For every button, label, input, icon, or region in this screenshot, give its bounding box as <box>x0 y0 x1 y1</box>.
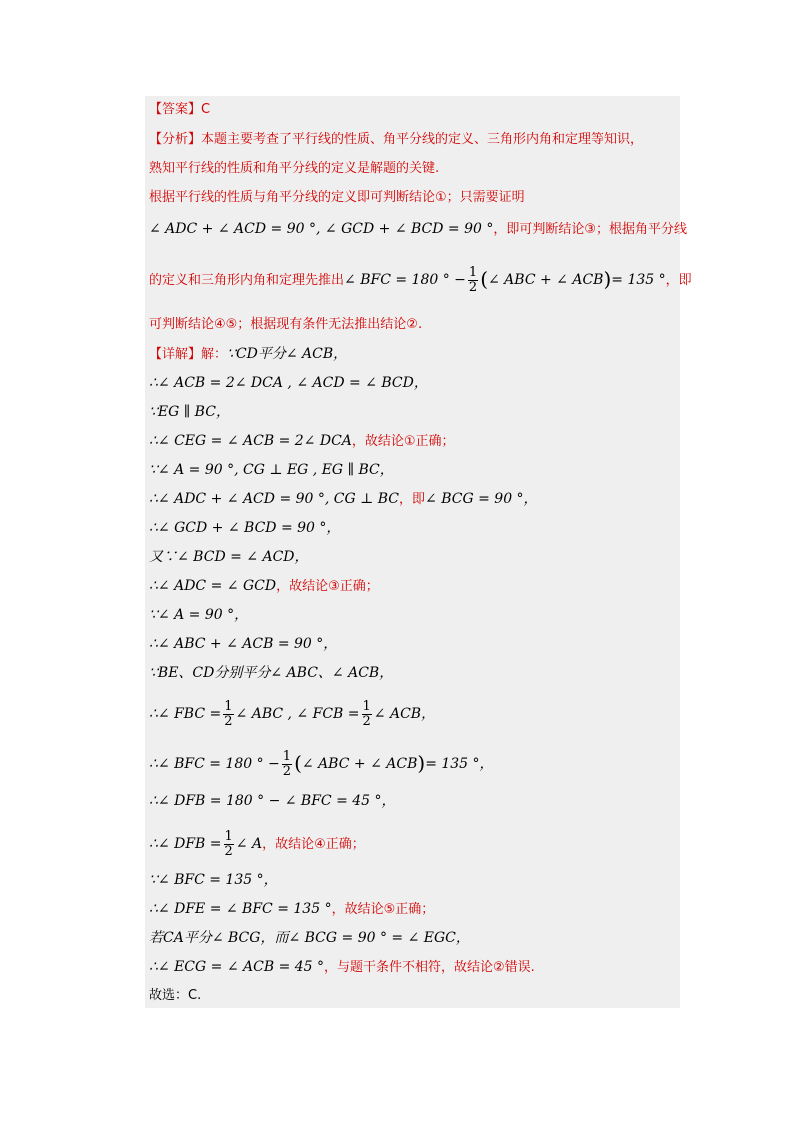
step-6: ∴∠ ADC + ∠ ACD = 90 °, CG ⊥ BC，即∠ BCG = 90 °， <box>149 491 538 507</box>
step-18: ∴∠ DFE = ∠ BFC = 135 °，故结论⑤正确； <box>149 901 435 917</box>
step-10: ∵∠ A = 90 °， <box>149 607 249 623</box>
step-3: ∵EG ∥ BC， <box>149 404 230 420</box>
detail-line-1: 【详解】解：∵CD平分∠ ACB， <box>149 346 348 362</box>
step-20: ∴∠ ECG = ∠ ACB = 45 °，与题干条件不相符，故结论②错误. <box>149 959 535 975</box>
fraction-one-half: $\frac{1}{2}$ <box>224 699 233 729</box>
analysis-line-4: ∠ ADC + ∠ ACD = 90 °, ∠ GCD + ∠ BCD = 90 °，即可判断结论③；根据角平分线 <box>149 221 688 237</box>
analysis-line-1: 【分析】本题主要考查了平行线的性质、角平分线的定义、三角形内角和定理等知识， <box>149 132 644 147</box>
step-11: ∴∠ ABC + ∠ ACB = 90 °， <box>149 636 338 652</box>
step-2: ∴∠ ACB = 2∠ DCA , ∠ ACD = ∠ BCD， <box>149 375 428 391</box>
answer-line <box>149 101 210 119</box>
step-17: ∵∠ BFC = 135 °， <box>149 872 278 888</box>
step-14: ∴∠ BFC = 180 ° − $\frac{1}{2}$ (∠ ABC + ∠ ACB)= 135 °， <box>149 749 494 779</box>
fraction-one-half: $\frac{1}{2}$ <box>362 699 371 729</box>
fraction-one-half: $\frac{1}{2}$ <box>282 749 292 779</box>
step-16: ∴∠ DFB = $\frac{1}{2}$ ∠ A，故结论④正确； <box>149 829 365 859</box>
fraction-one-half: $\frac{1}{2}$ <box>224 829 233 859</box>
answer-value: C <box>201 102 211 117</box>
step-7: ∴∠ GCD + ∠ BCD = 90 °， <box>149 520 341 536</box>
analysis-bracket: 【分析】 <box>149 132 202 147</box>
step-12: ∵BE、CD分别平分∠ ABC、∠ ACB， <box>149 665 394 681</box>
fraction-one-half: $\frac{1}{2}$ <box>468 265 478 295</box>
step-4: ∴∠ CEG = ∠ ACB = 2∠ DCA，故结论①正确； <box>149 433 455 449</box>
analysis-line-3: 根据平行线的性质与角平分线的定义即可判断结论①；只需要证明 <box>149 190 525 205</box>
analysis-line-5: 的定义和三角形内角和定理先推出∠ BFC = 180 ° − $\frac{1}{2}$ (∠ ABC + ∠ ACB)= 135 °，即 <box>149 265 692 295</box>
step-13: ∴∠ FBC = $\frac{1}{2}$ ∠ ABC , ∠ FCB = $\frac{1}{2}$ ∠ ACB， <box>149 699 436 729</box>
detail-bracket: 【详解】 <box>149 347 202 362</box>
answer-bracket: 【答案】 <box>149 102 202 117</box>
step-15: ∴∠ DFB = 180 ° − ∠ BFC = 45 °， <box>149 793 396 809</box>
step-9: ∴∠ ADC = ∠ GCD，故结论③正确； <box>149 578 379 594</box>
step-19: 若CA平分∠ BCG，而∠ BCG = 90 ° = ∠ EGC， <box>149 930 470 946</box>
analysis-line-2: 熟知平行线的性质和角平分线的定义是解题的关键. <box>149 161 440 176</box>
step-5: ∵∠ A = 90 °, CG ⊥ EG , EG ∥ BC， <box>149 462 394 478</box>
analysis-line-6: 可判断结论④⑤；根据现有条件无法推出结论②. <box>149 317 423 332</box>
final-choice: 故选：C. <box>149 988 202 1003</box>
step-8: 又∵∠ BCD = ∠ ACD， <box>149 549 309 565</box>
